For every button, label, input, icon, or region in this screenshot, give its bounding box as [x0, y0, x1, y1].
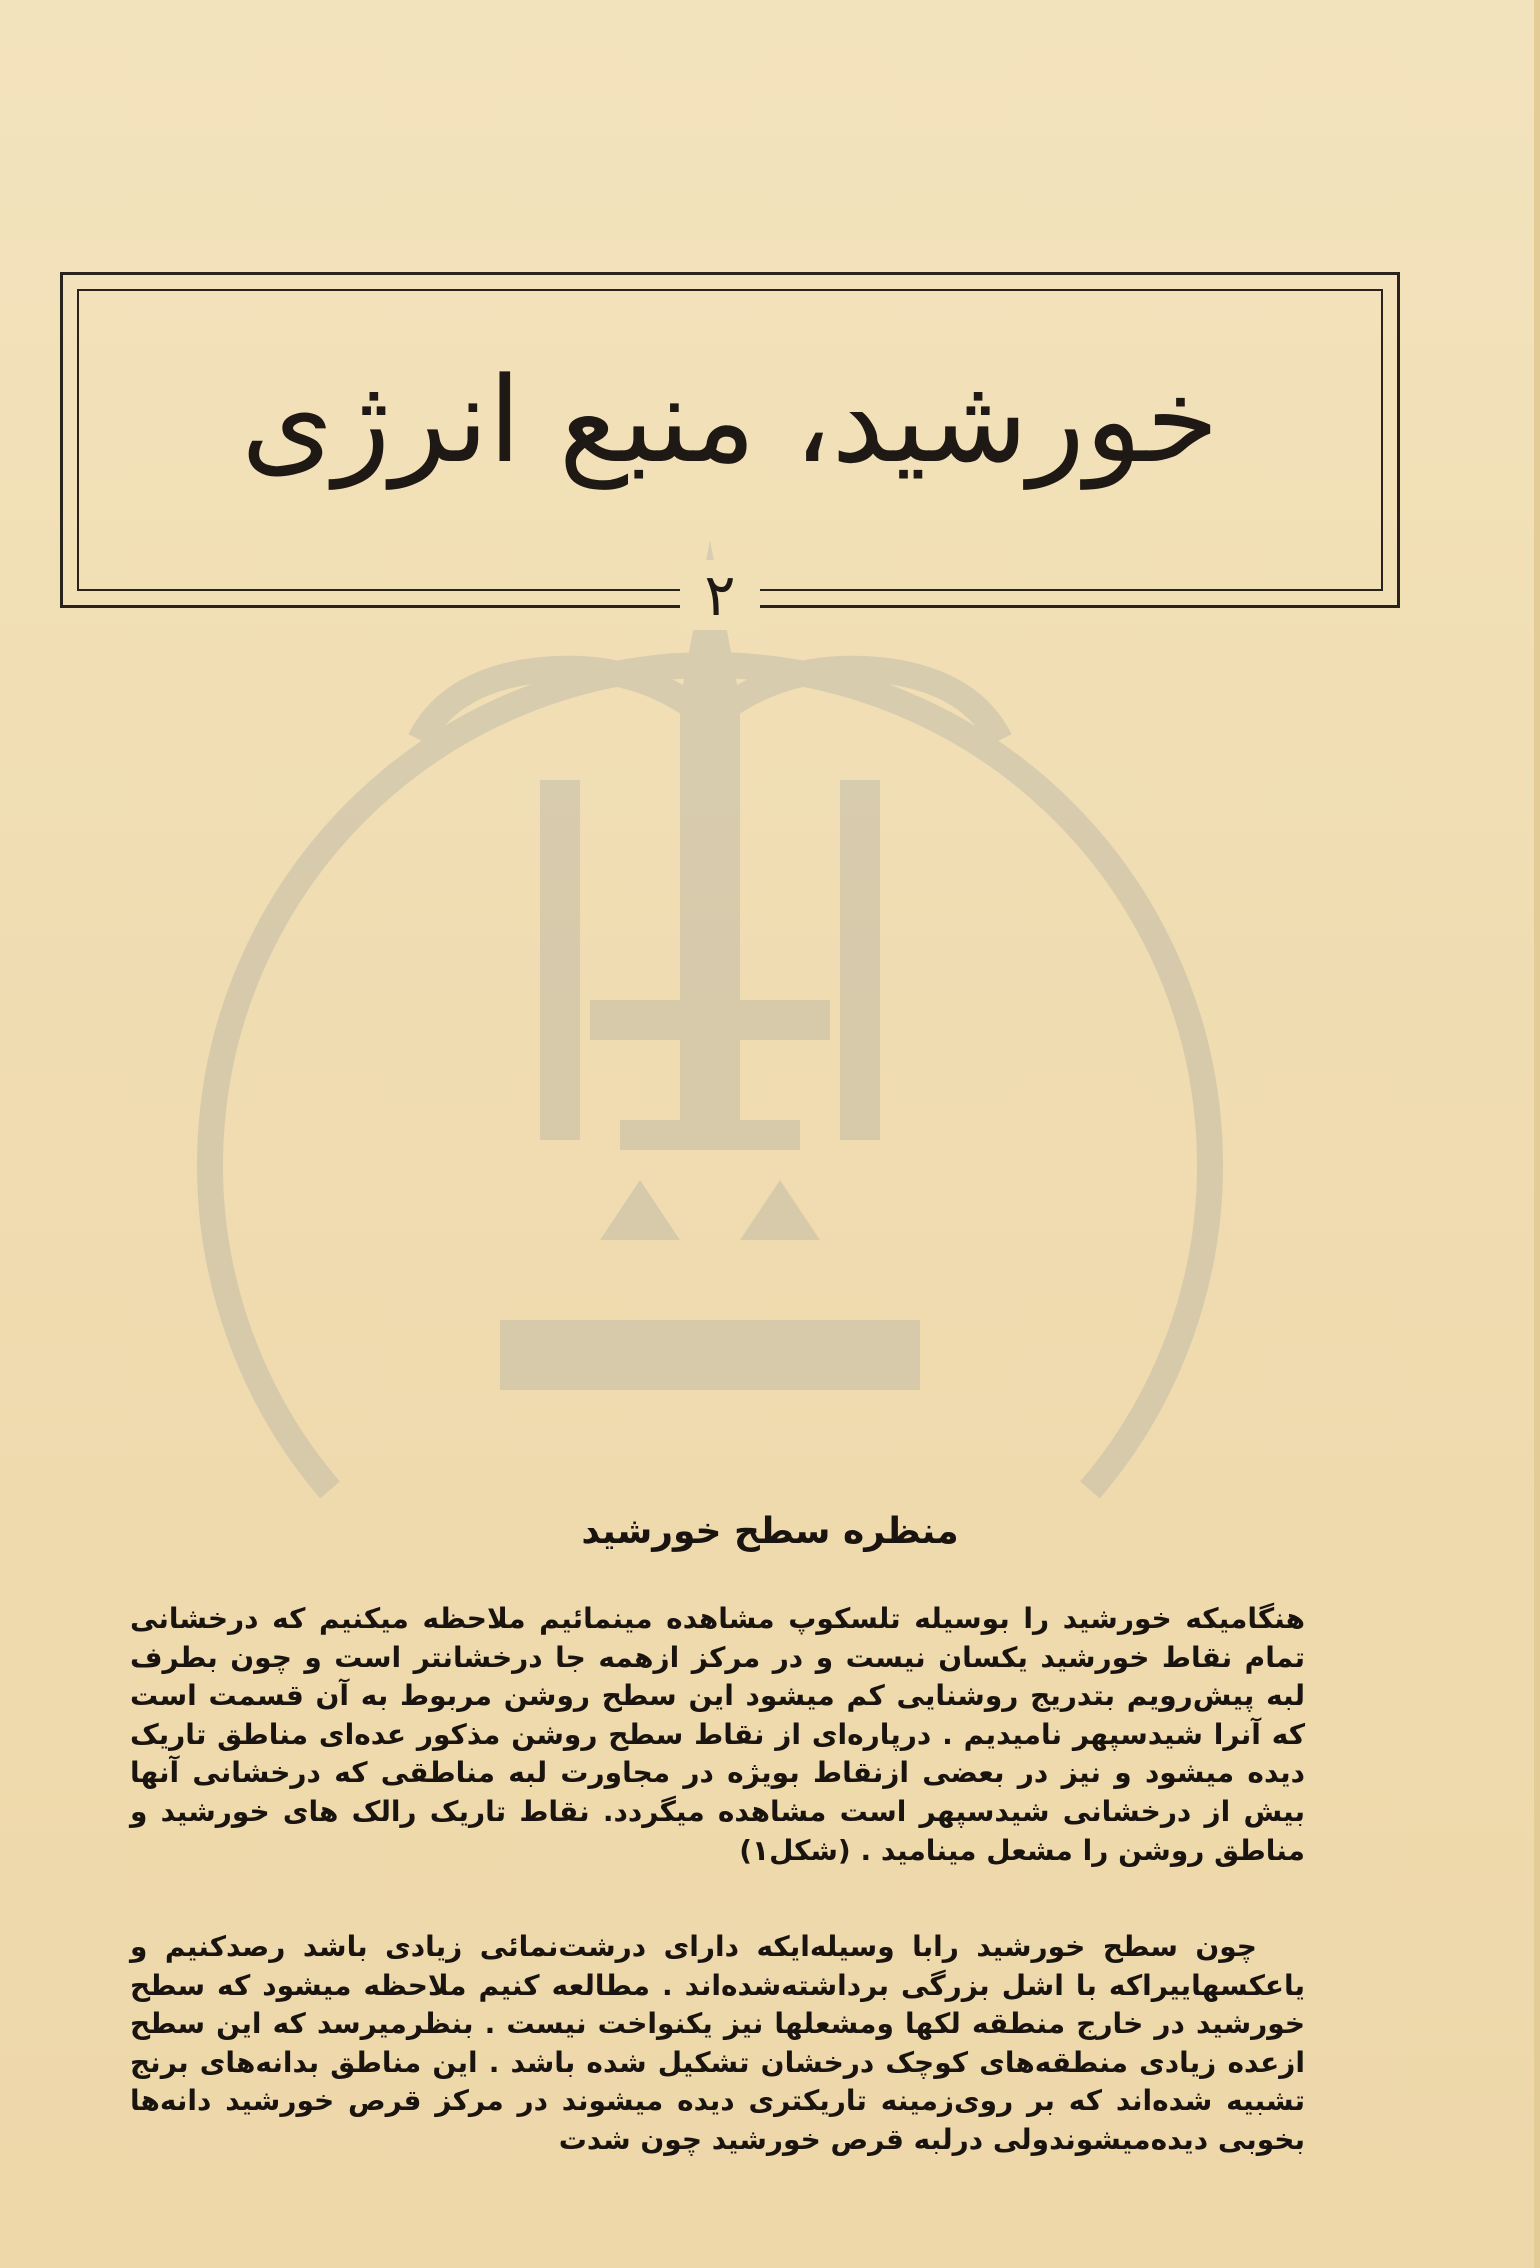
title-frame	[60, 272, 1400, 608]
section-heading: منظره سطح خورشید	[581, 1511, 959, 1552]
page-title: خورشید، منبع انرژی	[241, 351, 1219, 489]
paragraph-1	[130, 1600, 1305, 1870]
watermark-emblem	[120, 480, 1300, 1640]
part-number: ۲	[680, 560, 760, 630]
paper-edge	[1534, 0, 1540, 2268]
paragraph-2	[130, 1928, 1305, 2160]
paragraph-2-text: چون سطح خورشید رابا وسیله‌ایکه دارای درشت‌نمائی زیادی باشد رصدکنیم و یاعکسهاییراکه با اشل بزرگی برداشته‌شده‌اند . مطالعه کنیم ملاحظه میشود که سطح خورشید در خارج منطقه لکها ومشعلها نیز یکنواخت نیست . بنظرمیرسد که این سطح ازعده زیادی منطقه‌های کوچک درخشان تشکیل شده باشد . این مناطق بدانه‌های برنج تشبیه شده‌اند که بر روی‌زمینه تاریکتری دیده میشوند در مرکز قرص خورشید دانه‌ها بخوبی دیده‌میشوندولی درلبه قرص خورشید چون شدت	[130, 1930, 1305, 2156]
paragraph-1-text: هنگامیکه خورشید را بوسیله تلسکوپ مشاهده مینمائیم ملاحظه میکنیم که درخشانی تمام نقاط خورشید یکسان نیست و در مرکز ازهمه جا درخشانتر است و چون بطرف لبه پیش‌رویم بتدریج روشنایی کم میشود این سطح روشن مربوط به آن قسمت است که آنرا شیدسپهر نامیدیم . درپاره‌ای از نقاط سطح روشن مذکور عده‌ای مناطق تاریک دیده میشود و نیز در بعضی ازنقاط بویژه در مجاورت لبه مناطقی که درخشانی آنها بیش از درخشانی شیدسپهر است مشاهده میگردد. نقاط تاریک رالک های خورشید و مناطق روشن را مشعل مینامید . (شکل۱)	[130, 1602, 1305, 1867]
